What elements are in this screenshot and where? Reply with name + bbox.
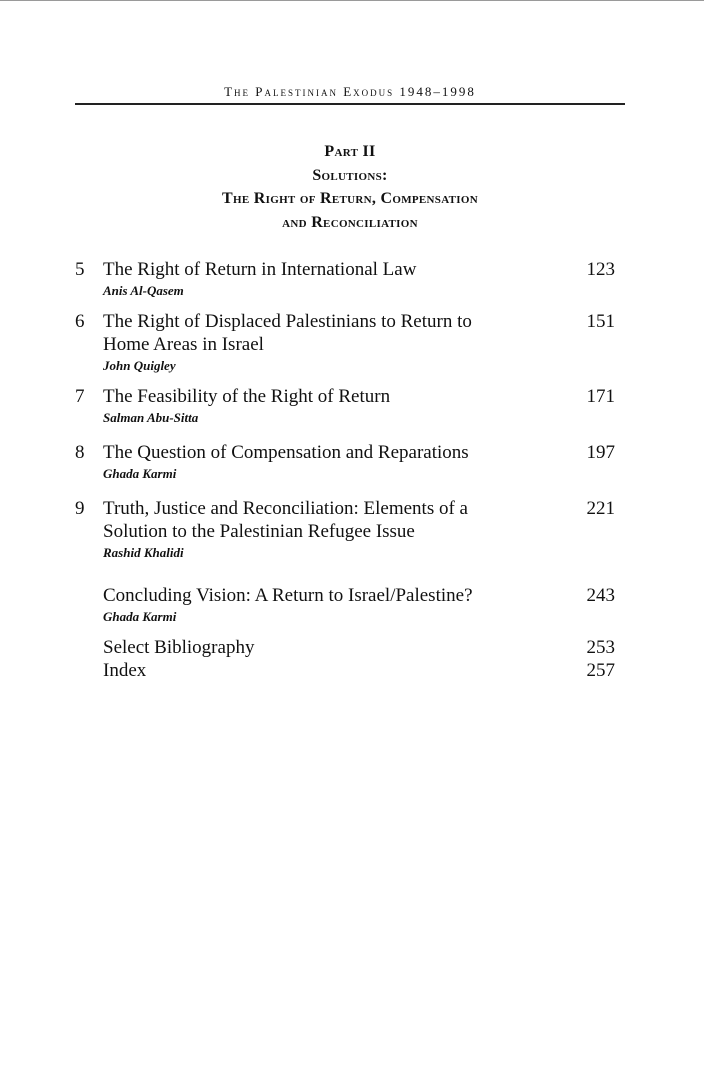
page-number: 221 [586,498,615,519]
chapter-title-line: Solution to the Palestinian Refugee Issue [103,521,415,542]
back-matter-title: Select Bibliography [103,637,255,658]
chapter-number: 8 [75,442,85,463]
toc-entry-chapter-7[interactable] [75,385,620,427]
chapter-title-line: The Question of Compensation and Reparations [103,442,469,463]
chapter-title-line: Truth, Justice and Reconciliation: Elements of a [103,498,468,519]
part-line: The Right of Return, Compensation [222,190,478,207]
part-line: and Reconciliation [282,213,418,231]
page-number: 151 [586,311,615,332]
page-number: 197 [586,442,615,463]
chapter-author: Ghada Karmi [103,466,177,481]
part-label: Part II [324,143,376,160]
chapter-title [103,385,523,408]
chapter-title-line: The Right of Displaced Palestinians to Return to [103,311,472,332]
chapter-title [103,497,523,543]
table-of-contents [75,258,620,682]
page-number: 243 [586,585,615,606]
chapter-author: Anis Al-Qasem [103,283,184,298]
running-head: The Palestinian Exodus 1948–1998 [224,84,476,99]
concluding-title: Concluding Vision: A Return to Israel/Palestine? [103,585,473,606]
header-rule [75,103,625,105]
chapter-number: 5 [75,259,85,280]
toc-entry-chapter-5[interactable] [75,258,620,300]
toc-entry-concluding[interactable] [75,584,620,626]
chapter-title [103,441,523,464]
part-heading [75,140,625,234]
page-number: 171 [586,386,615,407]
chapter-title [103,310,523,356]
page-number: 123 [586,259,615,280]
chapter-title-line: The Right of Return in International Law [103,259,417,280]
toc-entry-chapter-8[interactable] [75,441,620,483]
chapter-title-line: Home Areas in Israel [103,334,264,355]
top-border [0,0,704,1]
chapter-number: 7 [75,386,85,407]
toc-entry-chapter-6[interactable] [75,310,620,375]
toc-entry-index[interactable] [75,659,620,682]
toc-entry-chapter-9[interactable] [75,497,620,562]
chapter-title-line: The Feasibility of the Right of Return [103,386,391,407]
chapter-author: Rashid Khalidi [103,545,184,560]
part-line: Solutions: [312,166,388,184]
chapter-number: 6 [75,311,85,332]
chapter-author: John Quigley [103,358,176,373]
chapter-number: 9 [75,498,85,519]
chapter-title [103,258,523,281]
toc-entry-bibliography[interactable] [75,636,620,659]
page-number: 257 [586,660,615,681]
concluding-author: Ghada Karmi [103,609,177,624]
back-matter-title: Index [103,660,147,681]
page-number: 253 [586,637,615,658]
chapter-author: Salman Abu-Sitta [103,410,199,425]
